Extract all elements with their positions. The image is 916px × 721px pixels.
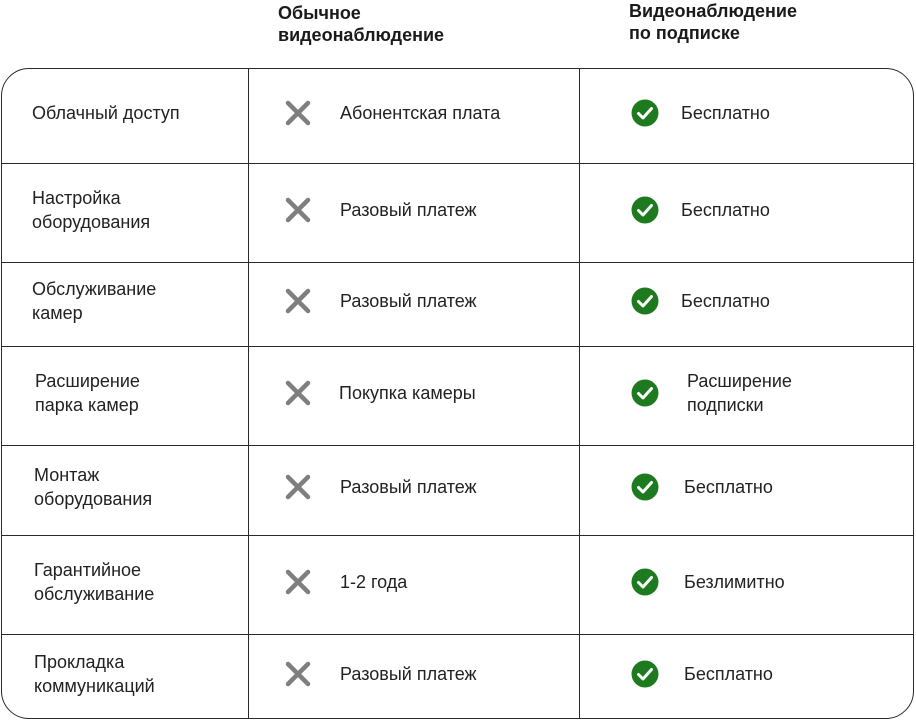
check-icon xyxy=(630,378,660,408)
column-header-subscription: Видеонаблюдение по подписке xyxy=(629,1,798,43)
subscription-value: Бесплатно xyxy=(681,291,770,311)
feature-label: Гарантийное обслуживание xyxy=(34,559,155,604)
row-divider xyxy=(2,445,913,446)
feature-label: Обслуживание камер xyxy=(32,279,157,323)
cross-icon xyxy=(283,472,313,502)
regular-value: Разовый платеж xyxy=(340,664,477,684)
feature-label: Прокладка коммуникаций xyxy=(34,652,155,696)
cross-icon xyxy=(283,659,313,689)
column-divider xyxy=(248,69,249,718)
comparison-table xyxy=(1,68,914,719)
subscription-value: Бесплатно xyxy=(684,664,773,684)
cross-icon xyxy=(283,567,313,597)
feature-label: Монтаж оборудования xyxy=(34,465,153,509)
check-icon xyxy=(630,567,660,597)
cross-icon xyxy=(283,195,313,225)
row-divider xyxy=(2,535,913,536)
check-icon xyxy=(630,98,660,128)
feature-label: Расширение парка камер xyxy=(35,370,140,415)
row-divider xyxy=(2,634,913,635)
feature-label: Настройка оборудования xyxy=(32,187,151,232)
row-divider xyxy=(2,262,913,263)
feature-label: Облачный доступ xyxy=(32,103,180,123)
regular-value: 1-2 года xyxy=(340,571,408,592)
column-divider xyxy=(579,69,580,718)
subscription-value: Бесплатно xyxy=(684,477,773,497)
subscription-value: Расширение подписки xyxy=(687,370,792,415)
subscription-value: Бесплатно xyxy=(681,103,770,123)
regular-value: Разовый платеж xyxy=(340,291,477,311)
regular-value: Разовый платеж xyxy=(340,477,477,497)
check-icon xyxy=(630,659,660,689)
check-icon xyxy=(630,195,660,225)
subscription-value: Безлимитно xyxy=(684,571,785,592)
regular-value: Покупка камеры xyxy=(339,382,476,403)
cross-icon xyxy=(283,98,313,128)
regular-value: Разовый платеж xyxy=(340,199,477,220)
subscription-value: Бесплатно xyxy=(681,199,770,220)
regular-value: Абонентская плата xyxy=(340,103,501,123)
check-icon xyxy=(630,286,660,316)
cross-icon xyxy=(283,378,313,408)
row-divider xyxy=(2,346,913,347)
column-header-regular: Обычное видеонаблюдение xyxy=(278,3,445,45)
cross-icon xyxy=(283,286,313,316)
row-divider xyxy=(2,163,913,164)
check-icon xyxy=(630,472,660,502)
